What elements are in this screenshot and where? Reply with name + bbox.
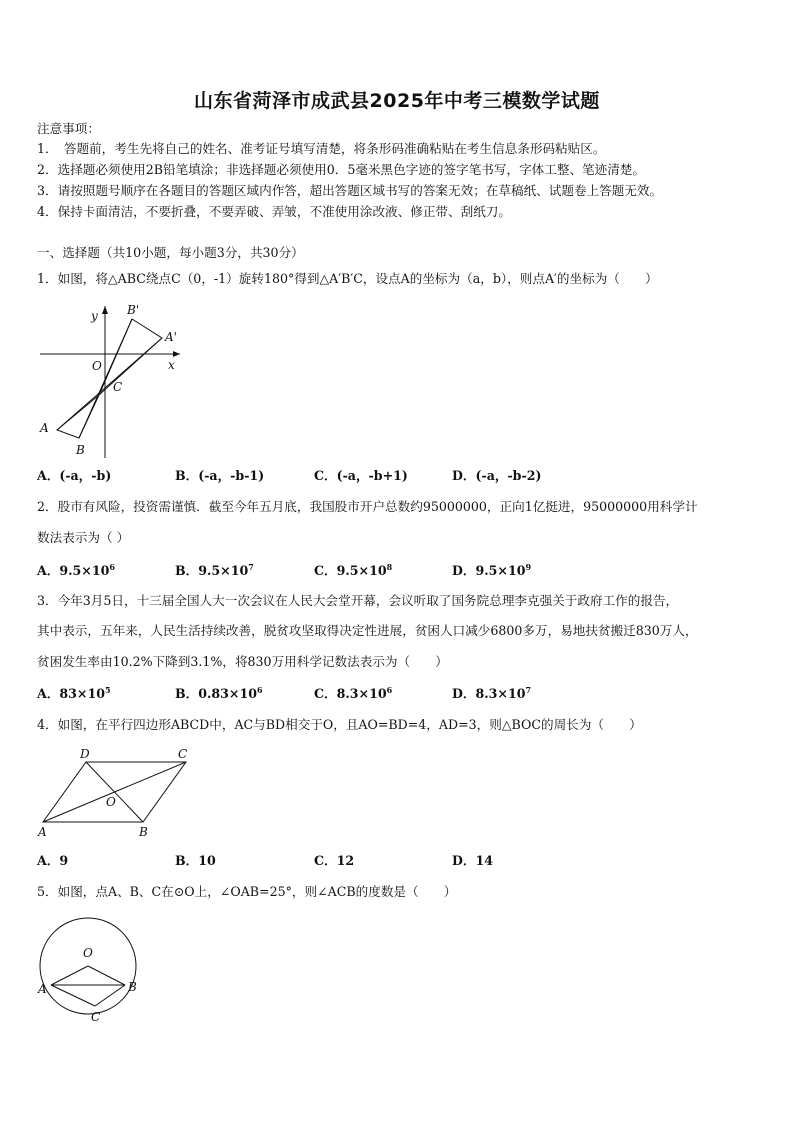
triangle-abc xyxy=(57,395,99,438)
q3-option-b[interactable]: B．$0.83\times 10^6$ xyxy=(175,685,263,701)
question-3-stem-line-2: 其中表示，五年来，人民生活持续改善，脱贫攻坚取得决定性进展，贫困人口减少6800多万，易地扶贫搬迁830万人， xyxy=(37,623,698,638)
q2-option-b[interactable]: B．$9.5\times 10^7$ xyxy=(175,562,254,578)
label-c: C xyxy=(113,380,123,394)
q4-option-c[interactable]: C．12 xyxy=(314,853,355,868)
question-2-stem-line-1: 2．股市有风险，投资需谨慎．截至今年五月底，我国股市开户总数约95000000，正向1亿挺进，95000000用科学计 xyxy=(37,499,698,514)
question-5-figure xyxy=(35,913,145,1029)
label-o: O xyxy=(83,946,93,960)
q1-option-d[interactable]: D．(-a，-b-2) xyxy=(452,468,542,483)
section-heading: 一、选择题（共10小题，每小题3分，共30分） xyxy=(37,245,304,260)
q3-option-c[interactable]: C．$8.3\times 10^6$ xyxy=(314,685,393,701)
label-o: O xyxy=(92,359,102,373)
label-a: A xyxy=(40,421,49,435)
label-c: C xyxy=(178,747,188,761)
notice-heading: 注意事项： xyxy=(37,121,100,136)
triangle-a1b1c xyxy=(99,319,162,395)
label-d: D xyxy=(80,747,90,761)
notice-item-4: 4．保持卡面清洁，不要折叠，不要弄破、弄皱，不准使用涂改液、修正带、刮纸刀。 xyxy=(37,204,511,219)
q3-option-d[interactable]: D．$8.3\times 10^7$ xyxy=(452,685,532,701)
q2-option-d[interactable]: D．$9.5\times 10^9$ xyxy=(452,562,532,578)
label-b: B xyxy=(139,825,148,839)
label-x: x xyxy=(168,358,175,372)
q1-option-c[interactable]: C．(-a，-b+1) xyxy=(314,468,408,483)
q3-option-a[interactable]: A．$83\times 10^5$ xyxy=(37,685,111,701)
label-b: B xyxy=(76,443,85,457)
question-2-stem-line-2: 数法表示为（ ） xyxy=(37,530,130,545)
question-5-stem: 5．如图，点A、B、C在⊙O上，∠OAB=25°，则∠ACB的度数是（ ） xyxy=(37,884,457,899)
question-3-stem-line-3: 贫困发生率由10.2%下降到3.1%，将830万用科学记数法表示为（ ） xyxy=(37,654,448,669)
label-a: A xyxy=(38,982,47,996)
q4-option-b[interactable]: B．10 xyxy=(175,853,216,868)
notice-item-3: 3．请按照题号顺序在各题目的答题区域内作答，超出答题区域书写的答案无效；在草稿纸、试题卷上答题无效。 xyxy=(37,183,663,198)
label-a-prime: A' xyxy=(165,330,177,344)
question-4-stem: 4．如图，在平行四边形ABCD中，AC与BD相交于O，且AO=BD=4，AD=3，则△BOC的周长为（ ） xyxy=(37,717,642,732)
label-o: O xyxy=(106,795,116,809)
q2-option-c[interactable]: C．$9.5\times 10^8$ xyxy=(314,562,393,578)
q4-option-a[interactable]: A．9 xyxy=(37,853,69,868)
label-c: C xyxy=(91,1010,101,1024)
q1-option-b[interactable]: B．(-a，-b-1) xyxy=(175,468,265,483)
q4-option-d[interactable]: D．14 xyxy=(452,853,494,868)
label-y: y xyxy=(91,309,98,323)
notice-item-2: 2．选择题必须使用2B铅笔填涂；非选择题必须使用0．5毫米黑色字迹的签字笔书写，字体工整、笔迹清楚。 xyxy=(37,162,646,177)
question-4-figure xyxy=(35,743,193,843)
label-b: B xyxy=(128,980,137,994)
q2-option-a[interactable]: A．$9.5\times 10^6$ xyxy=(37,562,115,578)
diagonal-bd xyxy=(86,762,143,822)
label-b-prime: B' xyxy=(127,303,140,317)
question-3-stem-line-1: 3．今年3月5日，十三届全国人大一次会议在人民大会堂开幕，会议听取了国务院总理李克强关于政府工作的报告， xyxy=(37,593,679,608)
notice-item-1: 1． 答题前，考生先将自己的姓名、准考证号填写清楚，将条形码准确粘贴在考生信息条形码粘贴区。 xyxy=(37,141,606,156)
question-1-stem: 1．如图，将△ABC绕点C（0，-1）旋转180°得到△A′B′C，设点A的坐标为（a，b），则点A′的坐标为（ ） xyxy=(37,271,658,286)
question-1-figure xyxy=(35,298,185,464)
label-a: A xyxy=(38,825,47,839)
q1-option-a[interactable]: A．(-a，-b) xyxy=(37,468,112,483)
page-title: 山东省菏泽市成武县2025年中考三模数学试题 xyxy=(194,90,600,112)
